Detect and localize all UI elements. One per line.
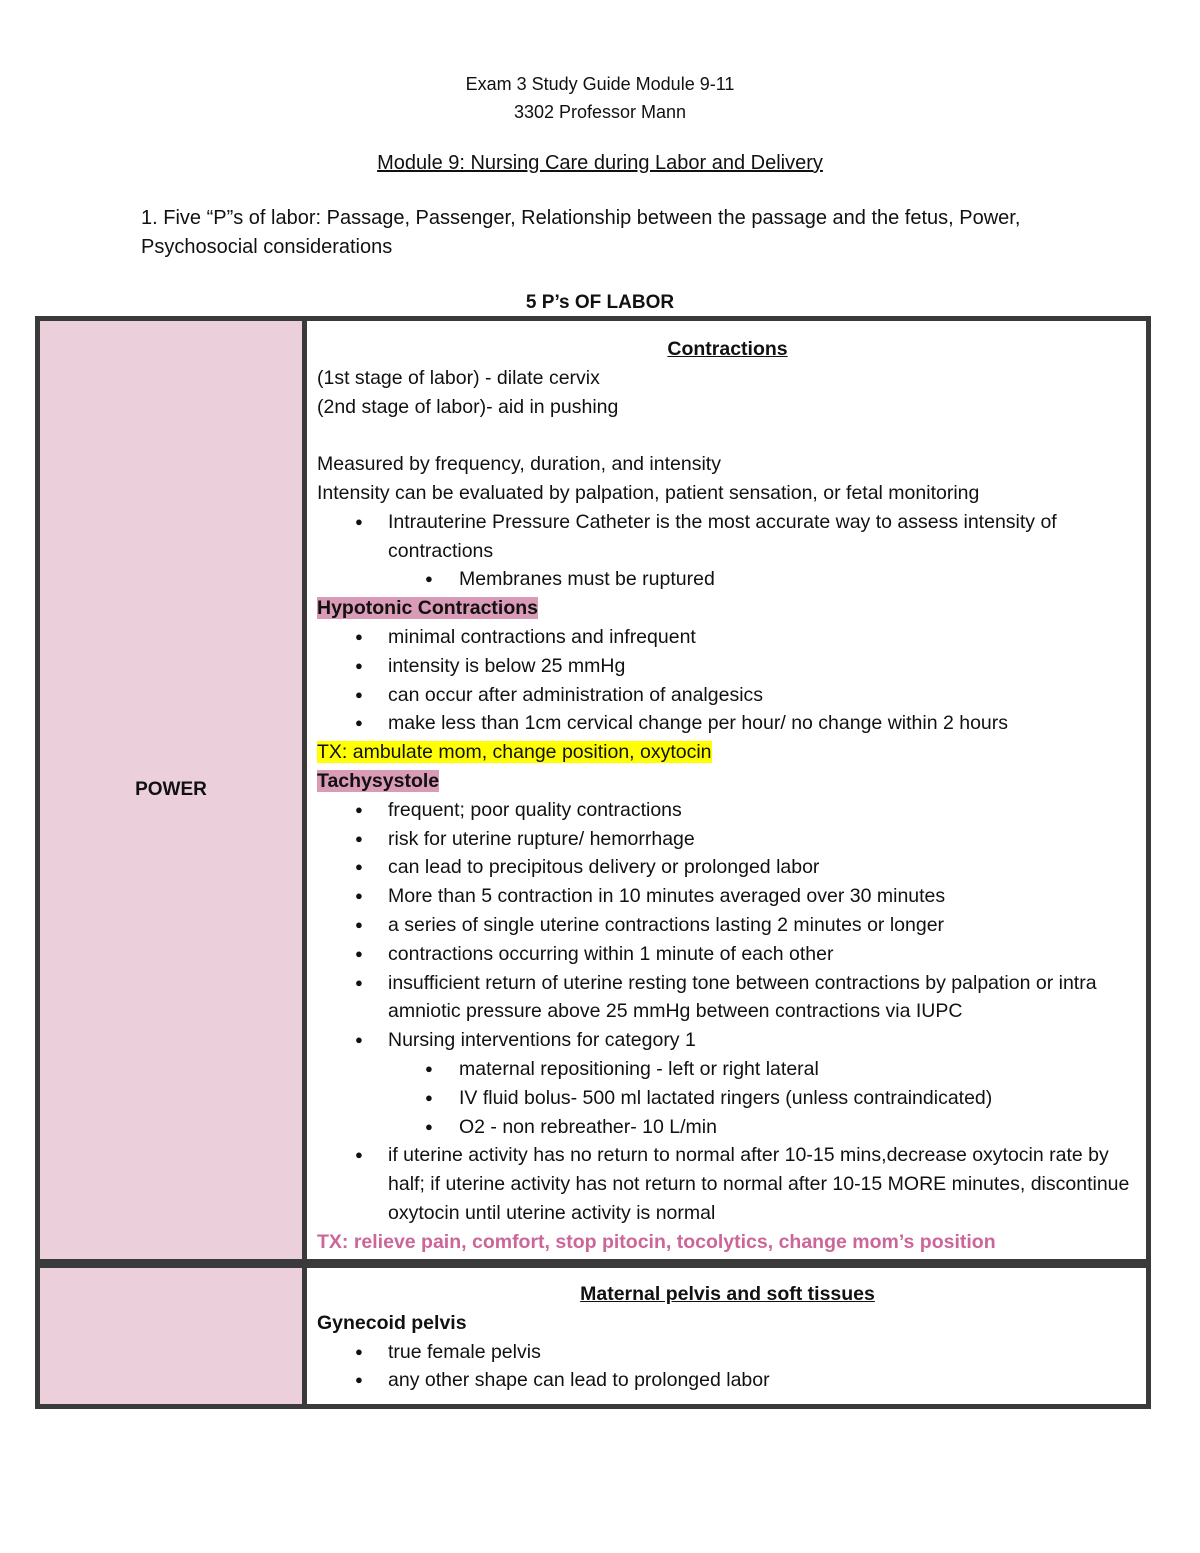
text-line: (2nd stage of labor)- aid in pushing xyxy=(317,395,619,418)
bullet-item: ● intensity is below 25 mmHg xyxy=(317,652,1138,681)
row-label-cell xyxy=(40,1268,307,1404)
bullet-item: ● can lead to precipitous delivery or prolonged labor xyxy=(317,853,1138,882)
text-line: Measured by frequency, duration, and intensity xyxy=(317,453,721,476)
section-heading: Maternal pelvis and soft tissues xyxy=(580,1283,875,1305)
bullet-item: ● minimal contractions and infrequent xyxy=(317,623,1138,652)
highlighted-subheading: Tachysystole xyxy=(317,769,440,792)
sub-bullet-item: ● O2 - non rebreather- 10 L/min xyxy=(317,1113,1138,1142)
treatment-text: TX: relieve pain, comfort, stop pitocin, tocolytics, change mom’s position xyxy=(317,1230,996,1253)
bullet-item: ● frequent; poor quality contractions xyxy=(317,796,1138,825)
bullet-item: ● if uterine activity has no return to normal after 10-15 mins,decrease oxytocin rate by half; if uterine activity has not return to normal after 10-15 MORE minutes, discontinue oxytocin until uterine activity is normal xyxy=(317,1141,1138,1227)
bullet-item: ● a series of single uterine contractions lasting 2 minutes or longer xyxy=(317,911,1138,940)
bullet-item: ● insufficient return of uterine resting tone between contractions by palpation or intra amniotic pressure above 25 mmHg between contractions via IUPC xyxy=(317,969,1138,1027)
bullet-item: ● true female pelvis xyxy=(317,1338,1138,1367)
intro-paragraph: 1. Five “P”s of labor: Passage, Passenger, Relationship between the passage and the fetus, Power, Psychosocial considerations xyxy=(141,207,1021,258)
bullet-item: ● Intrauterine Pressure Catheter is the most accurate way to assess intensity of contractions xyxy=(317,508,1138,566)
subheading: Gynecoid pelvis xyxy=(317,1311,467,1334)
highlighted-subheading: Hypotonic Contractions xyxy=(317,597,539,620)
sub-bullet-item: ● Membranes must be ruptured xyxy=(317,565,1138,594)
row-label-cell xyxy=(40,321,307,1259)
sub-bullet-item: ● maternal repositioning - left or right lateral xyxy=(317,1055,1138,1084)
table-title: 5 P’s OF LABOR xyxy=(525,292,675,313)
treatment-highlight: TX: ambulate mom, change position, oxytocin xyxy=(317,741,712,764)
doc-subtitle: 3302 Professor Mann xyxy=(513,102,687,122)
bullet-item: ● More than 5 contraction in 10 minutes averaged over 30 minutes xyxy=(317,882,1138,911)
text-line: Intensity can be evaluated by palpation, patient sensation, or fetal monitoring xyxy=(317,481,980,504)
table-row-power xyxy=(35,316,1151,1264)
bullet-item: ● risk for uterine rupture/ hemorrhage xyxy=(317,825,1138,854)
section-heading: Contractions xyxy=(667,338,788,360)
table-row-passage xyxy=(35,1263,1151,1409)
module-title: Module 9: Nursing Care during Labor and Delivery xyxy=(377,152,823,174)
bullet-item: ● any other shape can lead to prolonged labor xyxy=(317,1366,1138,1395)
row-label: POWER xyxy=(135,779,207,800)
row-content-cell xyxy=(307,321,1146,1259)
bullet-item: ● make less than 1cm cervical change per hour/ no change within 2 hours xyxy=(317,709,1138,738)
bullet-item: ● can occur after administration of analgesics xyxy=(317,681,1138,710)
bullet-item: ● Nursing interventions for category 1 xyxy=(317,1026,1138,1055)
sub-bullet-item: ● IV fluid bolus- 500 ml lactated ringers (unless contraindicated) xyxy=(317,1084,1138,1113)
text-line: (1st stage of labor) - dilate cervix xyxy=(317,366,600,389)
spacer xyxy=(317,421,1138,450)
doc-title: Exam 3 Study Guide Module 9-11 xyxy=(465,74,735,94)
bullet-item: ● contractions occurring within 1 minute of each other xyxy=(317,940,1138,969)
row-content-cell xyxy=(307,1268,1146,1404)
